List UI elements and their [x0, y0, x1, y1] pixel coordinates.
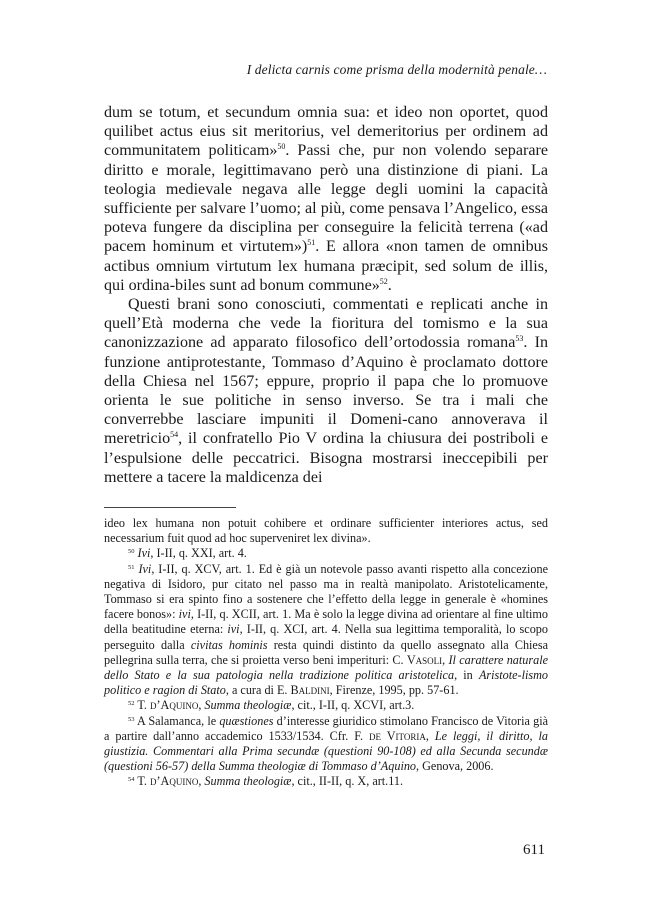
- paragraph-2-text-2: . In funzione antiprotestante, Tommaso d’Aquino è proclamato dottore della Chiesa nel 1567; eppure, proprio il papa che lo promuove orienta le sue politiche in senso inverso. Se tra i mali che converrebbe lasciare impuniti il Domeni-cano annoverava il meretricio: [104, 334, 549, 448]
- header-italic: I delicta carnis: [246, 62, 331, 77]
- author-name: de Vitoria: [368, 728, 426, 743]
- work-title: Aristote-lismo politico e ragion di Stato: [104, 668, 548, 698]
- footnote-52: [104, 698, 548, 713]
- work-title: Summa theologiæ: [204, 774, 292, 789]
- running-header: [247, 62, 547, 78]
- paragraph-1-text-1: dum se totum, et secundum omnia sua: et ideo non oportet, quod quilibet actus eius sit meritorius, vel demeritorius per ordinem ad communitatem politicam»: [104, 104, 548, 160]
- citation-ivi: ivi: [227, 622, 240, 637]
- main-text: [104, 103, 548, 487]
- footnote-number: 54: [128, 776, 135, 784]
- footnote-ref-52[interactable]: 52: [379, 276, 388, 286]
- footnote-54: [104, 774, 548, 789]
- citation-ivi: Ivi: [137, 546, 151, 561]
- footnote-text: ,: [198, 774, 205, 789]
- work-title: Summa theologiæ: [204, 698, 292, 713]
- footnote-text: , in: [454, 668, 479, 683]
- footnote-text: , a cura di E.: [225, 683, 291, 698]
- footnote-text: , Genova, 2006.: [416, 759, 494, 774]
- paragraph-1-text-4: .: [387, 276, 392, 294]
- footnote-text: , I-II, q. XCII, art. 1. Ma è solo la legge divina ad orientare al fine ultimo della beatitudine eterna:: [104, 607, 548, 637]
- footnote-text: , Firenze, 1995, pp. 57-61.: [329, 683, 459, 698]
- footnote-continuation: ideo lex humana non potuit cohibere et ordinare sufficienter interiores actus, sed necessarium fuit quod ad hoc superveniret lex divina».: [104, 516, 548, 546]
- footnote-ref-50[interactable]: 50: [277, 142, 286, 152]
- footnote-ref-54[interactable]: 54: [170, 430, 179, 440]
- footnote-53: [104, 714, 548, 775]
- paragraph-2-text-3: , il confratello Pio V ordina la chiusura dei postriboli e l’espulsione delle peccatrici. Bisogna mostrarsi ineccepibili per mettere a tacere la maldicenza dei: [104, 430, 548, 486]
- footnote-ref-53[interactable]: 53: [515, 334, 524, 344]
- footnote-text: A Salamanca, le: [137, 713, 220, 728]
- footnote-text: resta quindi distinto da quello assegnato alla Chiesa pellegrina sulla terra, che si proietta verso beni imperituri: C.: [104, 637, 548, 667]
- work-title: Le leggi, il diritto, la giustizia. Commentari alla Prima secundæ (questioni 90-108) ed alla Secunda secundæ (questioni 56-57) della Summa theologiæ di Tommaso d’Aquino: [104, 728, 548, 774]
- paragraph-2: [104, 295, 548, 487]
- author-name: d’Aquino: [149, 774, 199, 789]
- footnote-text: ,: [198, 698, 205, 713]
- footnote-text: ,: [425, 728, 435, 743]
- footnote-number: 50: [128, 548, 135, 556]
- author-name: Vasoli: [406, 652, 443, 667]
- citation-ivi: ivi: [178, 607, 191, 622]
- paragraph-1-text-3: . E allora «non tamen de omnibus actibus omnium virtutum lex humana præcipit, sed solum de illis, qui ordina-biles sunt ad bonum commune»: [104, 238, 548, 294]
- footnotes: [104, 516, 548, 790]
- footnote-text: T.: [137, 698, 150, 713]
- author-name: d’Aquino: [149, 698, 199, 713]
- footnote-text: T.: [137, 774, 150, 789]
- footnote-text: , I-II, q. XXI, art. 4.: [150, 546, 247, 561]
- footnote-number: 51: [128, 563, 135, 571]
- author-name: Baldini: [290, 683, 330, 698]
- footnote-text: , I-II, q. XCI, art. 4. Nella sua legittima temporalità, lo scopo perseguito dalla: [104, 622, 548, 652]
- header-rest: come prisma della modernità penale…: [330, 62, 547, 77]
- footnote-number: 53: [128, 715, 135, 723]
- footnote-text: ,: [442, 652, 449, 667]
- footnote-ref-51[interactable]: 51: [307, 238, 316, 248]
- footnote-number: 52: [128, 700, 135, 708]
- work-title: Il carattere naturale dello Stato e la sua patologia nella tradizione politica aristotelica: [104, 652, 549, 683]
- paragraph-2-text-1: Questi brani sono conosciuti, commentati e replicati anche in quell’Età moderna che vede la fioritura del tomismo e la sua canonizzazione ad apparato filosofico dell’ortodossia romana: [104, 296, 548, 352]
- latin-term: quæstiones: [219, 713, 274, 728]
- page-number: 611: [523, 842, 545, 858]
- footnote-text: , cit., II-II, q. X, art.11.: [291, 774, 404, 789]
- paragraph-1: [104, 103, 548, 295]
- footnote-text: , cit., I-II, q. XCVI, art.3.: [291, 698, 415, 713]
- footnote-50: [104, 546, 548, 561]
- latin-term: civitas hominis: [190, 637, 268, 652]
- footnote-51: [104, 562, 548, 699]
- footnote-text: , I-II, q. XCV, art. 1. Ed è già un notevole passo avanti rispetto alla concezione negativa di Isidoro, pur citato nel passo ma in realtà manipolato. Aristotelicamente, Tommaso si era spinto fino a sostenere che l’effetto della legge in generale è «homines facere bonos»:: [104, 561, 549, 622]
- footnote-text: d’interesse giuridico stimolano Francisco de Vitoria già a partire dall’anno accademico 1533/1534. Cfr. F.: [104, 713, 548, 743]
- footnote-separator: [104, 507, 236, 508]
- citation-ivi: Ivi: [138, 561, 152, 576]
- paragraph-1-text-2: . Passi che, pur non volendo separare diritto e morale, legittimavano però una distinzione di piani. La teologia medievale negava alle legge degli uomini la capacità sufficiente per salvare l’uomo; al più, come pensava l’Angelico, essa poteva fungere da disciplina per conseguire la felicità terrena («ad pacem hominum et virtutem»): [104, 142, 548, 256]
